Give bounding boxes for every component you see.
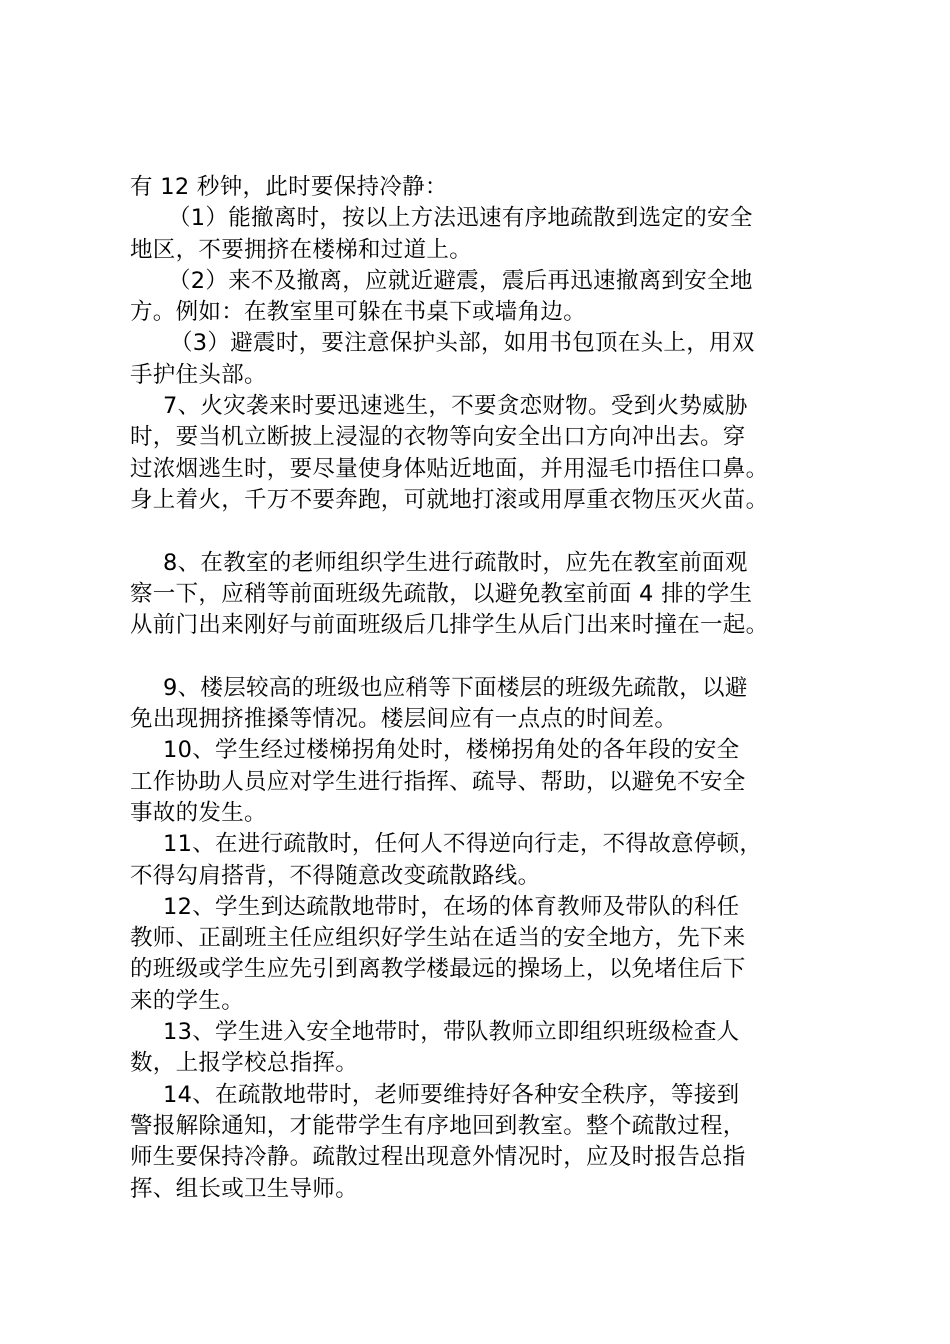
text-line: 9、楼层较高的班级也应稍等下面楼层的班级先疏散，以避 (163, 674, 748, 701)
text-line: 不得勾肩搭背，不得随意改变疏散路线。 (130, 862, 541, 889)
text-line: 8、在教室的老师组织学生进行疏散时，应先在教室前面观 (163, 549, 748, 576)
text-line: 手护住头部。 (130, 361, 267, 388)
text-line: 警报解除通知，才能带学生有序地回到教室。整个疏散过程， (130, 1112, 746, 1139)
text-line: 挥、组长或卫生导师。 (130, 1175, 359, 1202)
text-line: 从前门出来刚好与前面班级后几排学生从后门出来时撞在一起。 (130, 612, 769, 639)
text-line: 有 12 秒钟，此时要保持冷静： (130, 174, 448, 200)
paragraph-gap (130, 516, 822, 547)
text-line: 12、学生到达疏散地带时，在场的体育教师及带队的科任 (163, 893, 740, 920)
text-line: 方。例如：在教室里可躲在书桌下或墙角边。 (130, 299, 587, 326)
text-line: 10、学生经过楼梯拐角处时，楼梯拐角处的各年段的安全 (163, 737, 740, 764)
text-line: 过浓烟逃生时，要尽量使身体贴近地面，并用湿毛巾捂住口鼻。 (130, 455, 769, 482)
text-line: 7、火灾袭来时要迅速逃生，不要贪恋财物。受到火势威胁 (163, 393, 748, 420)
text-line: 教师、正副班主任应组织好学生站在适当的安全地方，先下来 (130, 925, 746, 952)
text-line: 来的学生。 (130, 987, 245, 1014)
text-line: 免出现拥挤推搡等情况。楼层间应有一点点的时间差。 (130, 706, 678, 733)
text-line: 14、在疏散地带时，老师要维持好各种安全秩序，等接到 (163, 1081, 740, 1108)
text-line: （2）来不及撤离，应就近避震，震后再迅速撤离到安全地 (168, 267, 753, 294)
paragraph-gap (130, 641, 822, 672)
text-line: 身上着火，千万不要奔跑，可就地打滚或用厚重衣物压灭火苗。 (130, 486, 769, 513)
text-line: 数，上报学校总指挥。 (130, 1050, 359, 1077)
text-line: （3）避震时，要注意保护头部，如用书包顶在头上，用双 (170, 330, 755, 357)
text-line: （1）能撤离时，按以上方法迅速有序地疏散到选定的安全 (168, 205, 753, 232)
text-line: 11、在进行疏散时，任何人不得逆向行走，不得故意停顿， (163, 831, 763, 858)
text-line: 事故的发生。 (130, 799, 267, 826)
text-line: 地区，不要拥挤在楼梯和过道上。 (130, 236, 473, 263)
text-line: 师生要保持冷静。疏散过程出现意外情况时，应及时报告总指 (130, 1144, 746, 1171)
text-line: 的班级或学生应先引到离教学楼最远的操场上，以免堵住后下 (130, 956, 746, 983)
text-line: 13、学生进入安全地带时，带队教师立即组织班级检查人 (163, 1019, 740, 1046)
document-page (130, 172, 822, 1205)
text-line: 时，要当机立断披上浸湿的衣物等向安全出口方向冲出去。穿 (130, 424, 746, 451)
text-line: 察一下，应稍等前面班级先疏散，以避免教室前面 4 排的学生 (130, 580, 753, 607)
text-line: 工作协助人员应对学生进行指挥、疏导、帮助，以避免不安全 (130, 768, 746, 795)
